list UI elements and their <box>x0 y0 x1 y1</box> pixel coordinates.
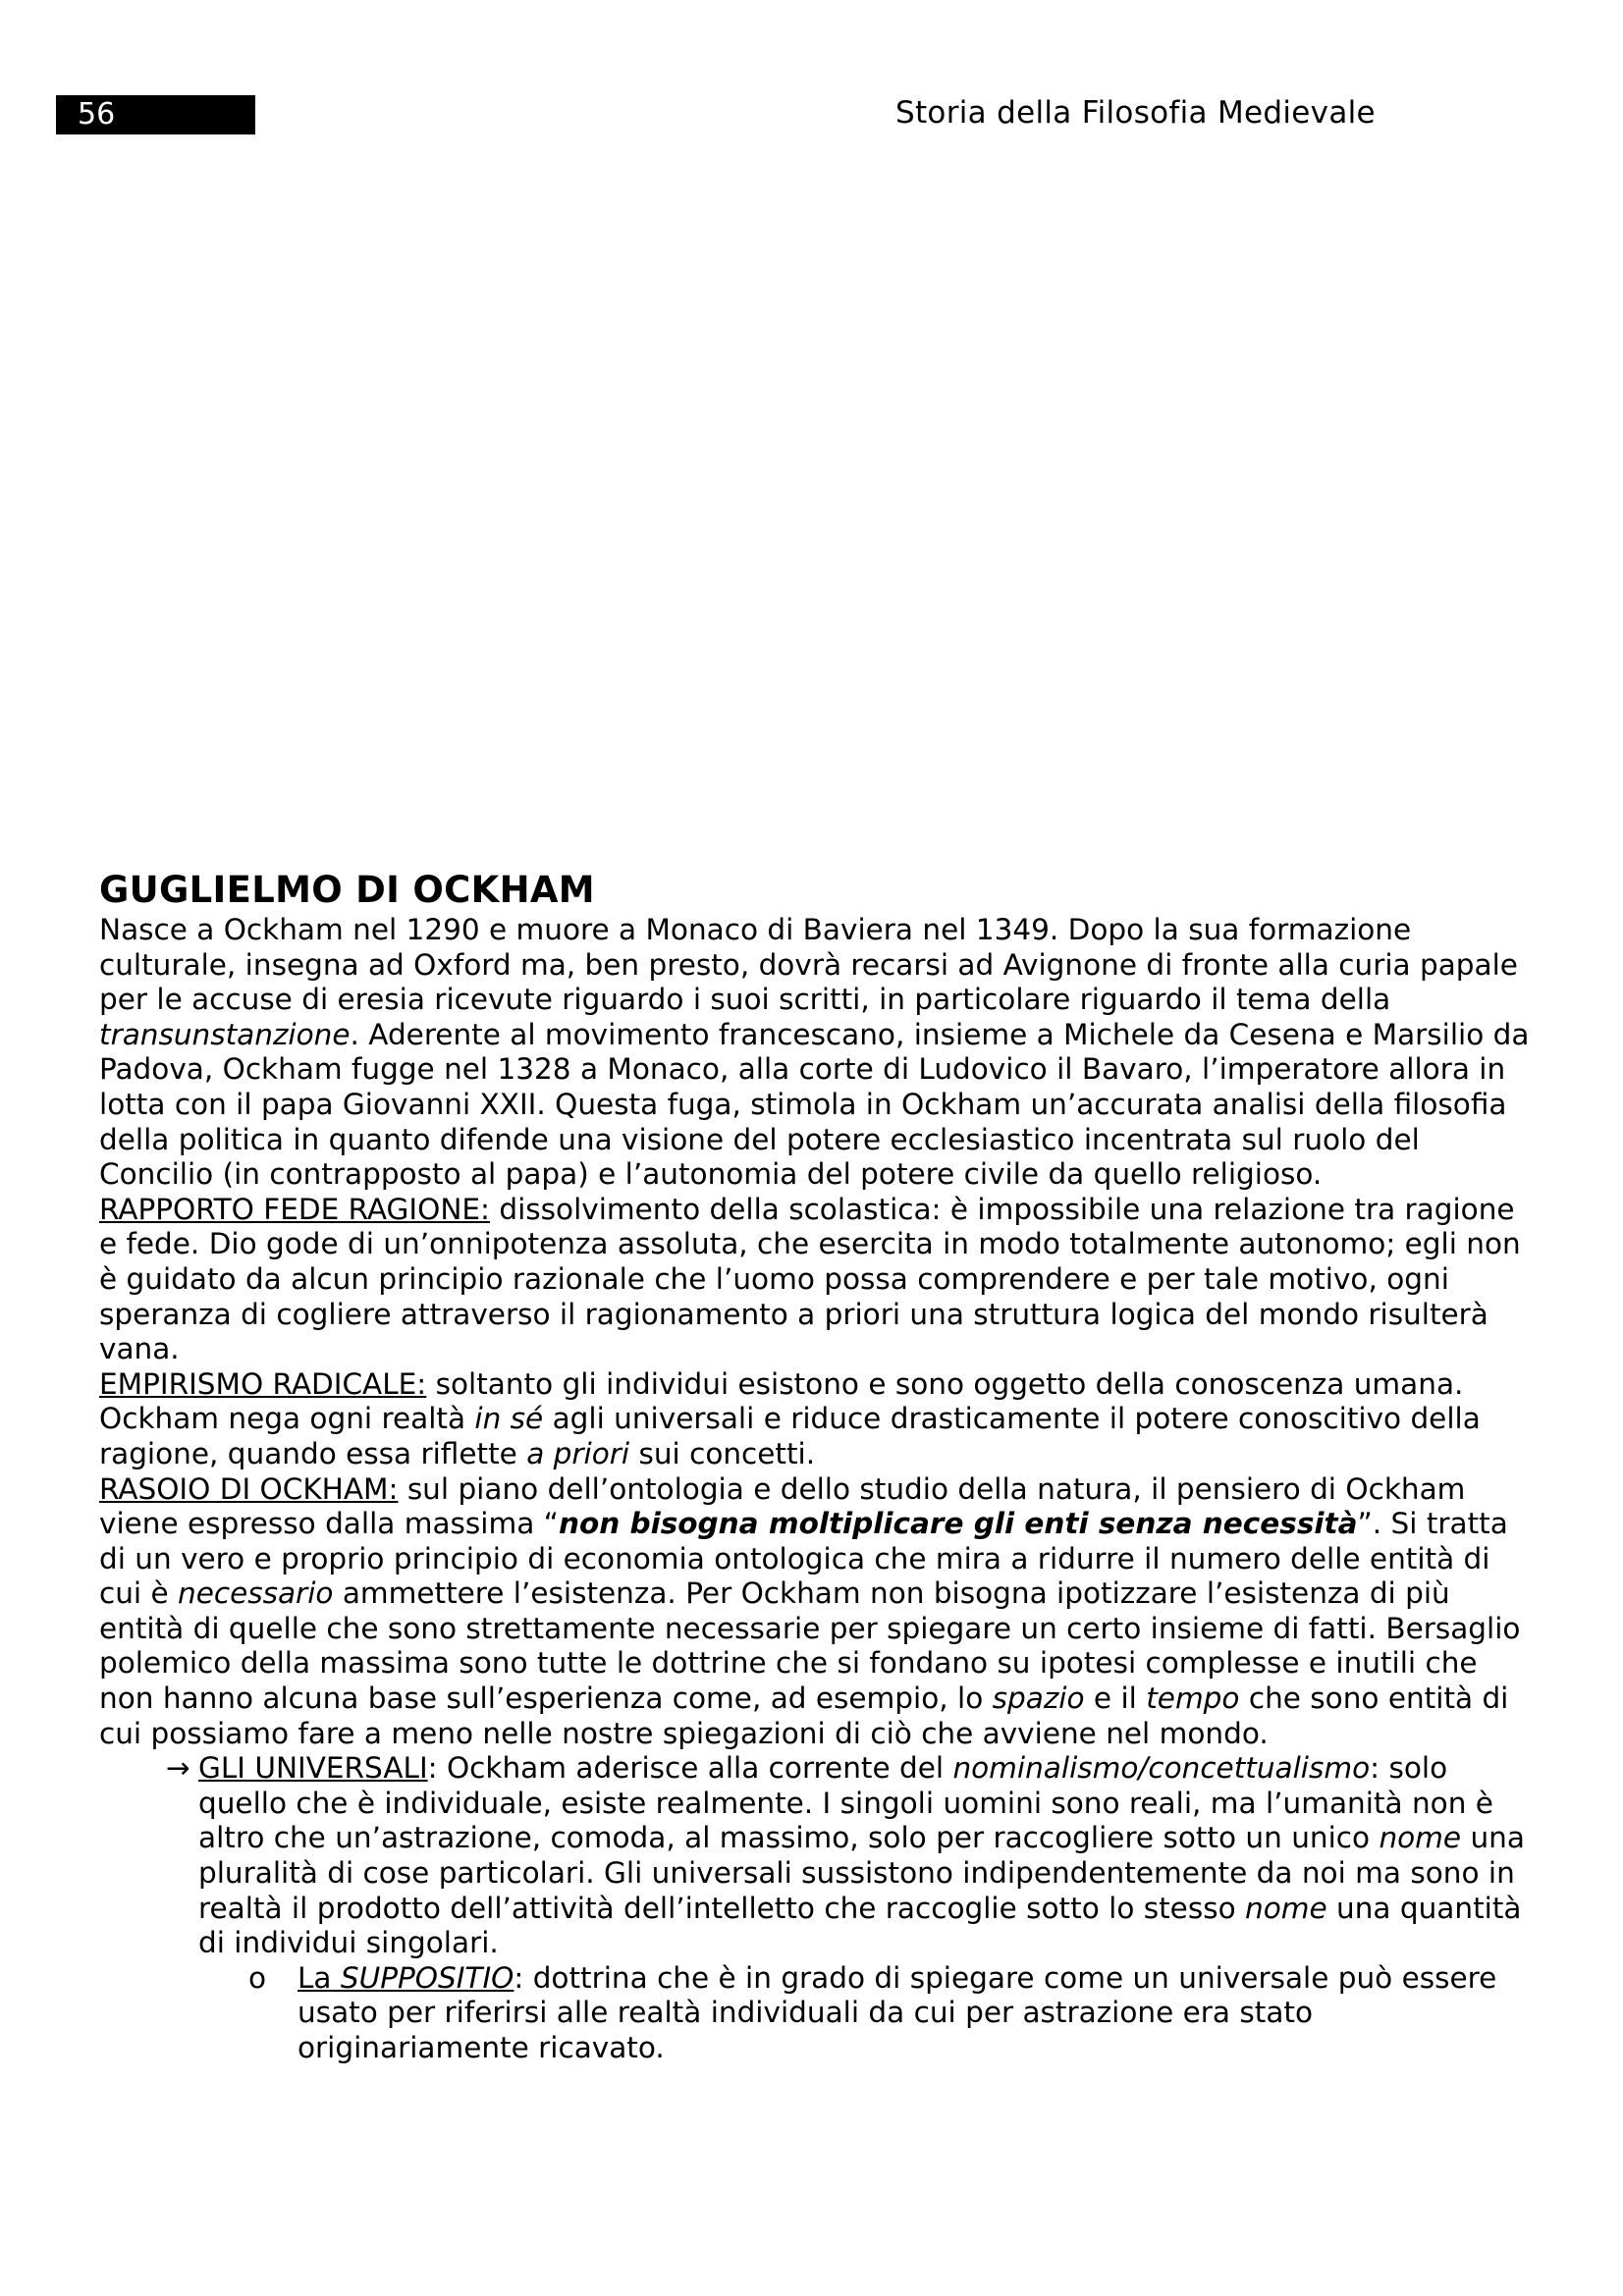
empirismo-paragraph: EMPIRISMO RADICALE: soltanto gli individui esistono e sono oggetto della conoscenza umana. Ockham nega ogni realtà in sé agli universali e riduce drasticamente il potere conoscitivo della ragione, quando essa riflette a priori sui concetti. <box>99 1366 1481 1470</box>
universali-label: GLI UNIVERSALI <box>198 1751 428 1786</box>
section-title: GUGLIELMO DI OCKHAM <box>99 869 595 911</box>
bio-paragraph: Nasce a Ockham nel 1290 e muore a Monaco di Baviera nel 1349. Dopo la sua formazione culturale, insegna ad Oxford ma, ben presto, dovrà recarsi ad Avignone di fronte alla curia papale per le accuse di eresia ricevute riguardo i suoi scritti, in particolare riguardo il tema della transunstanzione. Aderente al movimento francescano, insieme a Michele da Cesena e Marsilio da Padova, Ockham fugge nel 1328 a Monaco, alla corte di Ludovico il Bavaro, l’imperatore allora in lotta con il papa Giovanni XXII. Questa fuga, stimola in Ockham un’accurata analisi della filosofia della politica in quanto difende una visione del potere ecclesiastico incentrata sul ruolo del Concilio (in contrapposto al papa) e l’autonomia del potere civile da quello religioso. <box>99 913 1530 1192</box>
arrow-bullet-icon: → <box>166 1751 190 1786</box>
empirismo-label: EMPIRISMO RADICALE: <box>99 1366 427 1401</box>
circle-bullet-icon: o <box>248 1960 267 1995</box>
rasoio-paragraph: RASOIO DI OCKHAM: sul piano dell’ontologia e dello studio della natura, il pensiero di Ockham viene espresso dalla massima “non bisogna moltiplicare gli enti senza necessità”. Si tratta di un vero e proprio principio di economia ontologica che mira a ridurre il numero delle entità di cui è necessario ammettere l’esistenza. Per Ockham non bisogna ipotizzare l’esistenza di più entità di quelle che sono strettamente necessarie per spiegare un certo insieme di fatti. Bersaglio polemico della massima sono tutte le dottrine che si fondano su ipotesi complesse e inutili che non hanno alcuna base sull’esperienza come, ad esempio, lo spazio e il tempo che sono entità di cui possiamo fare a meno nelle nostre spiegazioni di ciò che avviene nel mondo. <box>99 1471 1521 1750</box>
suppositio-bullet: o La SUPPOSITIO: dottrina che è in grado di spiegare come un universale può essere usato per riferirsi alle realtà individuali da cui per astrazione era stato originariamente ricavato. <box>248 1960 1497 2064</box>
fede-ragione-paragraph: RAPPORTO FEDE RAGIONE: dissolvimento della scolastica: è impossibile una relazione tra ragione e fede. Dio gode di un’onnipotenza assoluta, che esercita in modo totalmente autonomo; egli non è guidato da alcun principio razionale che l’uomo possa comprendere e per tale motivo, ogni speranza di cogliere attraverso il ragionamento a priori una struttura logica del mondo risulterà vana. <box>99 1192 1521 1366</box>
page-number: 56 <box>56 95 255 134</box>
suppositio-label: La SUPPOSITIO <box>298 1960 514 1995</box>
universali-bullet: → GLI UNIVERSALI: Ockham aderisce alla corrente del nominalismo/concettualismo: solo quello che è individuale, esiste realmente. I singoli uomini sono reali, ma l’umanità non è altro che un’astrazione, comoda, al massimo, solo per raccogliere sotto un unico nome una pluralità di cose particolari. Gli universali sussistono indipendentemente da noi ma sono in realtà il prodotto dell’attività dell’intelletto che raccoglie sotto lo stesso nome una quantità di individui singolari. <box>166 1751 1525 1960</box>
rasoio-maxim: non bisogna moltiplicare gli enti senza necessità <box>558 1507 1358 1541</box>
rasoio-label: RASOIO DI OCKHAM: <box>99 1471 399 1506</box>
fede-ragione-label: RAPPORTO FEDE RAGIONE: <box>99 1192 490 1226</box>
main-content <box>99 868 1533 2066</box>
running-title: Storia della Filosofia Medievale <box>895 95 1376 131</box>
